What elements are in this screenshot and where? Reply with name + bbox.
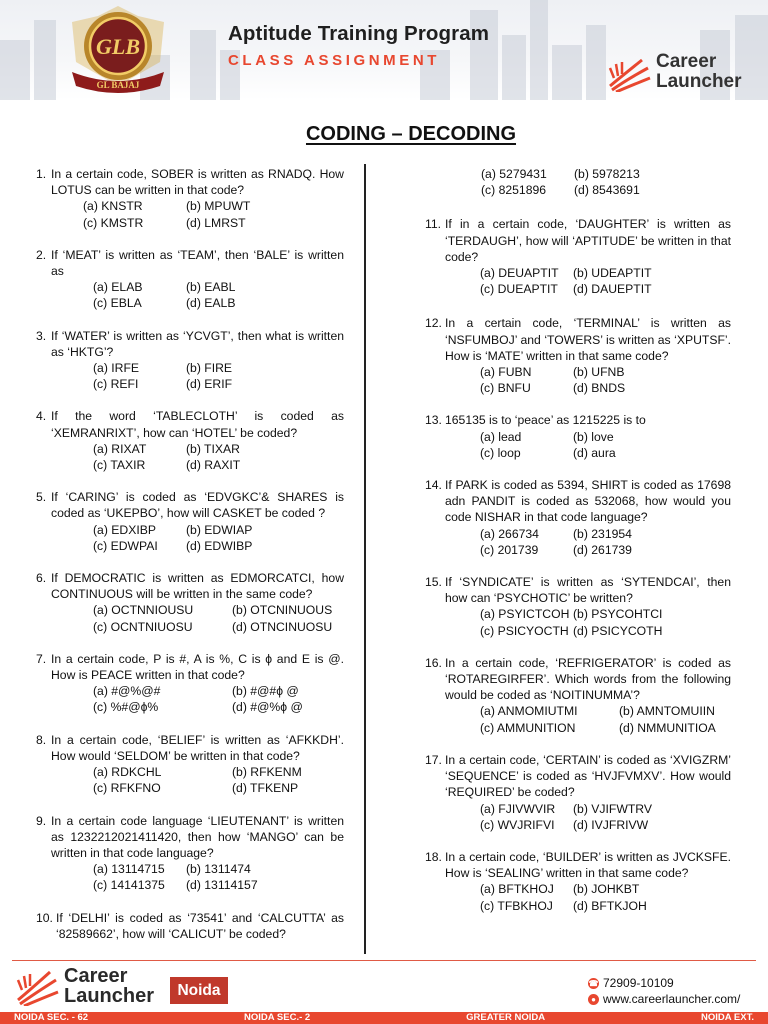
answer-option: (c) TAXIR <box>93 458 146 473</box>
answer-option: (d) OTNCINUOSU <box>232 619 333 634</box>
answer-options <box>445 881 731 913</box>
answer-option: (b) RFKENM <box>232 765 302 780</box>
question-2 <box>36 247 344 312</box>
location-4: NOIDA EXT. <box>701 1012 754 1023</box>
answer-option: (b) MPUWT <box>186 199 251 214</box>
question-13 <box>425 412 731 461</box>
question-text: If ‘SYNDICATE’ is written as ‘SYTENDCAI’, then how can ‘PSYCHOTIC’ be written? <box>445 575 731 606</box>
footer-brand-line-1: Career <box>64 965 128 987</box>
answer-option: (d) IVJFRIVW <box>573 817 649 832</box>
answer-option: (b) OTCNINUOUS <box>232 603 333 618</box>
answer-option: (c) KMSTR <box>83 215 144 230</box>
answer-option: (d) aura <box>573 445 616 460</box>
answer-options <box>51 441 344 473</box>
question-text: In a certain code, ‘TERMINAL’ is written as ‘NSFUMBOJ’ and ‘TOWERS’ is written as ‘XPUTSF’. How is ‘MATE’ written in that same code? <box>445 316 731 363</box>
answer-option: (b) FIRE <box>186 361 233 376</box>
answer-options <box>445 429 731 461</box>
question-18 <box>425 849 731 914</box>
question-5 <box>36 489 344 554</box>
answer-options <box>445 606 731 638</box>
answer-option: (a) FJIVWVIR <box>480 801 556 816</box>
question-number: 9. <box>36 813 47 828</box>
question-number: 6. <box>36 571 47 586</box>
answer-options <box>445 801 731 833</box>
answer-option: (d) ERIF <box>186 377 233 392</box>
answer-option: (b) EDWIAP <box>186 522 253 537</box>
answer-option: (a) 5279431 <box>481 167 547 181</box>
answer-option: (a) PSYICTCOH <box>480 607 570 622</box>
answer-option: (a) BFTKHOJ <box>480 882 554 897</box>
answer-option: (c) OCNTNIUOSU <box>93 619 193 634</box>
svg-text:GL BAJAJ: GL BAJAJ <box>96 80 140 90</box>
answer-option: (c) 8251896 <box>481 183 547 198</box>
question-text: In a certain code, P is #, A is %, C is ϕ and E is @. How is PEACE written in that code? <box>51 651 344 683</box>
question-number: 18. <box>425 849 442 864</box>
answer-option: (a) RIXAT <box>93 441 147 456</box>
answer-option: (c) %#@ϕ% <box>93 700 159 715</box>
answer-option: (b) love <box>573 429 614 444</box>
launcher-swoosh-icon <box>608 56 652 92</box>
answer-option: (b) 5978213 <box>574 167 640 181</box>
question-number: 2. <box>36 247 47 262</box>
answer-options <box>51 602 344 634</box>
answer-option: (d) PSICYCOTH <box>573 623 663 638</box>
answer-option: (d) DAUEPTIT <box>573 282 652 297</box>
question-number: 13. <box>425 413 442 428</box>
answer-option: (a) RDKCHL <box>93 765 162 780</box>
question-text: In a certain code, ‘BELIEF’ is written as ‘AFKKDH’. How would ‘SELDOM’ be written in that code? <box>51 732 344 763</box>
question-number: 15. <box>425 575 442 590</box>
answer-option: (a) lead <box>480 429 522 444</box>
city-badge: Noida <box>170 977 228 1004</box>
locations-bar <box>0 1012 768 1024</box>
answer-option: (c) loop <box>480 445 521 460</box>
answer-option: (b) 231954 <box>573 526 632 541</box>
gl-bajaj-logo <box>58 2 178 98</box>
left-column <box>36 166 344 942</box>
answer-options <box>51 279 344 311</box>
answer-option: (d) #@%ϕ @ <box>232 700 303 715</box>
answer-option: (a) ANMOMIUTMI <box>480 704 578 719</box>
answer-option: (c) RFKFNO <box>93 781 161 796</box>
question-10 <box>36 910 344 942</box>
answer-option: (d) TFKENP <box>232 781 299 796</box>
question-number: 16. <box>425 655 442 670</box>
answer-option: (d) 8543691 <box>574 183 640 198</box>
answer-option: (d) EALB <box>186 296 236 311</box>
document-title: CODING – DECODING <box>305 123 517 145</box>
answer-option: (d) EDWIBP <box>186 538 253 553</box>
question-text: In a certain code, ‘CERTAIN’ is coded as ‘XVIGZRM’ ‘SEQUENCE’ is coded as ‘HVJFVMXV’. How would ‘REQUIRED’ be coded? <box>445 752 731 800</box>
launcher-swoosh-icon <box>16 968 60 1006</box>
location-1: NOIDA SEC. - 62 <box>14 1012 89 1023</box>
question-8 <box>36 732 344 797</box>
location-2: NOIDA SEC.- 2 <box>244 1012 311 1023</box>
question-number: 11. <box>425 217 442 232</box>
question-number: 7. <box>36 651 47 666</box>
right-column <box>425 166 731 914</box>
page-header <box>0 0 768 100</box>
answer-option: (d) RAXIT <box>186 458 241 473</box>
answer-options <box>445 364 731 396</box>
question-10-options <box>425 166 731 198</box>
question-text: In a certain code, ‘REFRIGERATOR’ is coded as ‘ROTAREGIRFER’. Which words from the following would be coded as ‘NOITINUMMA’? <box>445 655 731 703</box>
question-number: 10. <box>36 910 53 925</box>
question-4 <box>36 408 344 473</box>
question-11 <box>425 216 731 297</box>
website-link[interactable]: www.careerlauncher.com/ <box>603 992 741 1006</box>
answer-option: (a) DEUAPTIT <box>480 266 559 281</box>
answer-options <box>445 265 731 297</box>
location-3: GREATER NOIDA <box>466 1012 546 1023</box>
question-7 <box>36 651 344 716</box>
question-number: 1. <box>36 167 47 181</box>
question-15 <box>425 574 731 639</box>
brand-line-1: Career <box>656 51 717 72</box>
question-text: If ‘CARING’ is coded as ‘EDVGKC’& SHARES is coded as ‘UKEPBO’, how will CASKET be coded ? <box>51 490 344 521</box>
question-text: If the word ‘TABLECLOTH’ is coded as ‘XEMRANRIXT’, how can ‘HOTEL’ be coded? <box>51 409 344 440</box>
answer-option: (b) AMNTOMUIIN <box>619 704 715 719</box>
question-text: If ‘DELHI’ is coded as ‘73541’ and ‘CALCUTTA’ as ‘82589662’, how will ‘CALICUT’ be coded? <box>56 910 344 941</box>
answer-option: (b) EABL <box>186 280 236 295</box>
answer-options <box>51 198 344 230</box>
question-number: 12. <box>425 316 442 331</box>
answer-option: (a) OCTNNIOUSU <box>93 603 194 618</box>
answer-options <box>445 703 731 735</box>
answer-option: (c) AMMUNITION <box>480 720 576 735</box>
answer-option: (c) 14141375 <box>93 878 165 893</box>
answer-option: (d) NMMUNITIOA <box>619 720 716 735</box>
answer-option: (c) EDWPAI <box>93 538 158 553</box>
answer-option: (a) IRFE <box>93 361 140 376</box>
answer-option: (c) 201739 <box>480 542 539 557</box>
answer-options <box>51 861 344 893</box>
globe-icon: ● <box>588 994 599 1005</box>
answer-option: (c) DUEAPTIT <box>480 282 558 297</box>
answer-option: (a) ELAB <box>93 280 143 295</box>
question-text: If ‘WATER’ is written as ‘YCVGT’, then what is written as ‘HKTG’? <box>51 328 344 359</box>
program-title: Aptitude Training Program <box>228 22 490 45</box>
phone-number[interactable]: 72909-10109 <box>603 976 674 990</box>
answer-option: (b) 1311474 <box>186 862 251 877</box>
answer-option: (a) EDXIBP <box>93 522 156 537</box>
answer-option: (b) PSYCOHTCI <box>573 607 663 622</box>
answer-option: (a) KNSTR <box>83 199 143 214</box>
answer-options <box>445 526 731 558</box>
answer-option: (b) #@#ϕ @ <box>232 684 299 699</box>
answer-option: (d) 261739 <box>573 542 632 557</box>
footer-brand-line-2: Launcher <box>64 985 155 1007</box>
answer-options <box>51 360 344 392</box>
question-text: If ‘MEAT’ is written as ‘TEAM’, then ‘BALE’ is written as <box>51 247 344 279</box>
question-number: 8. <box>36 732 47 747</box>
answer-option: (d) BFTKJOH <box>573 898 647 913</box>
question-text: 165135 is to ‘peace’ as 1215225 is to <box>445 413 646 428</box>
answer-option: (d) LMRST <box>186 215 246 230</box>
answer-options <box>51 522 344 554</box>
answer-options <box>51 683 344 715</box>
question-9 <box>36 813 344 894</box>
answer-option: (c) TFBKHOJ <box>480 898 553 913</box>
phone-icon: ☎ <box>588 978 599 988</box>
column-divider <box>364 164 366 954</box>
footer-career-launcher-logo <box>16 966 166 1010</box>
assignment-subtitle: CLASS ASSIGNMENT <box>228 52 441 69</box>
question-1 <box>36 166 344 231</box>
answer-option: (c) REFI <box>93 377 139 392</box>
question-16 <box>425 655 731 736</box>
answer-option: (b) VJIFWTRV <box>573 801 652 816</box>
question-17 <box>425 752 731 833</box>
question-number: 4. <box>36 409 47 424</box>
answer-option: (b) TIXAR <box>186 441 240 456</box>
answer-options <box>51 764 344 796</box>
contact-info <box>588 975 740 1007</box>
answer-option: (d) 13114157 <box>186 878 258 893</box>
question-text: If in a certain code, ‘DAUGHTER’ is written as ‘TERDAUGH’, how will ‘APTITUDE’ be written in that code? <box>445 217 731 264</box>
answer-option: (a) FUBN <box>480 365 532 380</box>
question-text: In a certain code language ‘LIEUTENANT’ is written as 1232212021411420, then how ‘MANGO’ can be written in that code language? <box>51 813 344 860</box>
answer-option: (d) BNDS <box>573 381 626 396</box>
svg-text:GLB: GLB <box>96 34 140 59</box>
answer-option: (c) PSICYOCTH <box>480 623 569 638</box>
question-14 <box>425 477 731 558</box>
answer-option: (b) UFNB <box>573 365 625 380</box>
question-3 <box>36 328 344 393</box>
answer-option: (c) EBLA <box>93 296 142 311</box>
question-text: If DEMOCRATIC is written as EDMORCATCI, how CONTINUOUS will be written in the same code? <box>51 571 344 602</box>
answer-option: (c) WVJRIFVI <box>480 817 555 832</box>
question-number: 3. <box>36 328 47 343</box>
question-number: 14. <box>425 478 442 493</box>
answer-option: (b) UDEAPTIT <box>573 266 652 281</box>
answer-option: (a) #@%@# <box>93 684 161 699</box>
question-number: 5. <box>36 490 47 505</box>
question-text: In a certain code, ‘BUILDER’ is written as JVCKSFE. How is ‘SEALING’ written in that same code? <box>445 849 731 881</box>
question-number: 17. <box>425 752 442 767</box>
answer-option: (c) BNFU <box>480 381 531 396</box>
answer-option: (a) 13114715 <box>93 862 165 877</box>
question-6 <box>36 570 344 635</box>
question-12 <box>425 315 731 396</box>
question-text: If PARK is coded as 5394, SHIRT is coded as 17698 adn PANDIT is coded as 532068, how would you code NISHAR in that code language? <box>445 478 731 525</box>
career-launcher-logo <box>608 52 760 96</box>
footer-divider <box>12 960 756 961</box>
answer-option: (b) JOHKBT <box>573 882 640 897</box>
brand-line-2: Launcher <box>656 71 742 92</box>
question-text: In a certain code, SOBER is written as RNADQ. How LOTUS can be written in that code? <box>51 167 344 198</box>
answer-option: (a) 266734 <box>480 526 539 541</box>
